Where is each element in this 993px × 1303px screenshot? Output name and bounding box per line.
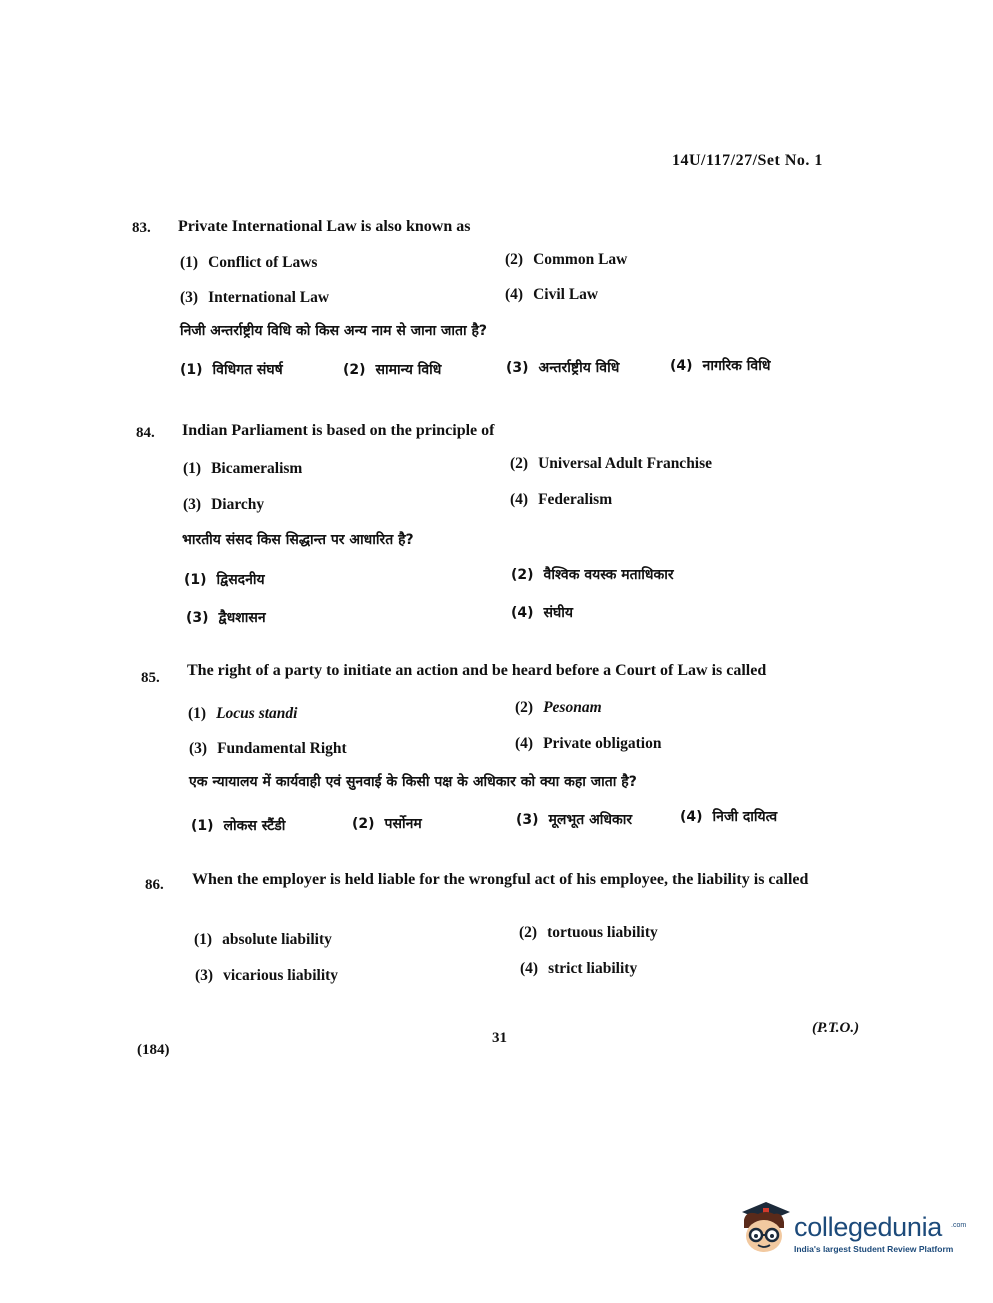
q83-option-3: (3) International Law xyxy=(180,289,330,306)
pto-label: (P.T.O.) xyxy=(812,1020,860,1036)
question-83-text: Private International Law is also known as xyxy=(178,218,471,235)
page-number: 31 xyxy=(492,1030,507,1046)
q85-hindi-option-1: (1) लोकस स्टैंडी xyxy=(191,818,286,834)
q83-hindi-text: निजी अन्तर्राष्ट्रीय विधि को किस अन्य नाम से जाना जाता है? xyxy=(180,323,488,339)
q85-option-1: (1) Locus standi xyxy=(188,705,298,722)
q85-hindi-text: एक न्यायालय में कार्यवाही एवं सुनवाई के किसी पक्ष के अधिकार को क्या कहा जाता है? xyxy=(189,774,637,790)
q85-hindi-option-4: (4) निजी दायित्व xyxy=(680,809,778,825)
logo-tagline: India's largest Student Review Platform xyxy=(794,1244,954,1254)
q85-hindi-option-3: (3) मूलभूत अधिकार xyxy=(516,812,633,828)
logo-dotcom: .com xyxy=(951,1222,967,1229)
question-86-number: 86. xyxy=(145,877,164,893)
q84-option-4: (4) Federalism xyxy=(510,491,613,508)
q83-hindi-option-4: (4) नागरिक विधि xyxy=(670,358,771,374)
q86-option-1: (1) absolute liability xyxy=(194,931,332,948)
q86-option-2: (2) tortuous liability xyxy=(519,924,658,941)
q83-hindi-option-1: (1) विधिगत संघर्ष xyxy=(180,362,283,378)
mascot-icon xyxy=(736,1198,794,1258)
q84-hindi-text: भारतीय संसद किस सिद्धान्त पर आधारित है? xyxy=(182,532,414,548)
question-83-number: 83. xyxy=(132,220,151,236)
q83-hindi-option-3: (3) अन्तर्राष्ट्रीय विधि xyxy=(506,360,620,376)
question-85-text: The right of a party to initiate an action and be heard before a Court of Law is called xyxy=(187,662,767,679)
q85-hindi-option-2: (2) पर्सोनम xyxy=(352,816,422,832)
q85-option-2: (2) Pesonam xyxy=(515,699,602,716)
question-85-number: 85. xyxy=(141,670,160,686)
q83-option-2: (2) Common Law xyxy=(505,251,628,268)
question-84-number: 84. xyxy=(136,425,155,441)
q84-option-3: (3) Diarchy xyxy=(183,496,265,513)
logo-wordmark: collegedunia xyxy=(794,1212,943,1242)
collegedunia-logo xyxy=(736,1198,966,1258)
q83-option-4: (4) Civil Law xyxy=(505,286,599,303)
question-84-text: Indian Parliament is based on the principle of xyxy=(182,422,495,439)
q84-option-2: (2) Universal Adult Franchise xyxy=(510,455,713,472)
q83-option-1: (1) Conflict of Laws xyxy=(180,254,318,271)
paper-code: 14U/117/27/Set No. 1 xyxy=(672,152,823,169)
q84-hindi-option-3: (3) द्वैधशासन xyxy=(186,610,266,626)
q84-option-1: (1) Bicameralism xyxy=(183,460,303,477)
q86-option-4: (4) strict liability xyxy=(520,960,638,977)
question-86-text: When the employer is held liable for the wrongful act of his employee, the liability is called xyxy=(192,871,809,888)
q83-hindi-option-2: (2) सामान्य विधि xyxy=(343,362,442,378)
footer-code: (184) xyxy=(137,1042,170,1058)
q84-hindi-option-2: (2) वैश्विक वयस्क मताधिकार xyxy=(511,567,674,583)
q84-hindi-option-4: (4) संघीय xyxy=(511,605,574,621)
q84-hindi-option-1: (1) द्विसदनीय xyxy=(184,572,265,588)
q85-option-4: (4) Private obligation xyxy=(515,735,662,752)
q86-option-3: (3) vicarious liability xyxy=(195,967,339,984)
q85-option-3: (3) Fundamental Right xyxy=(189,740,347,757)
